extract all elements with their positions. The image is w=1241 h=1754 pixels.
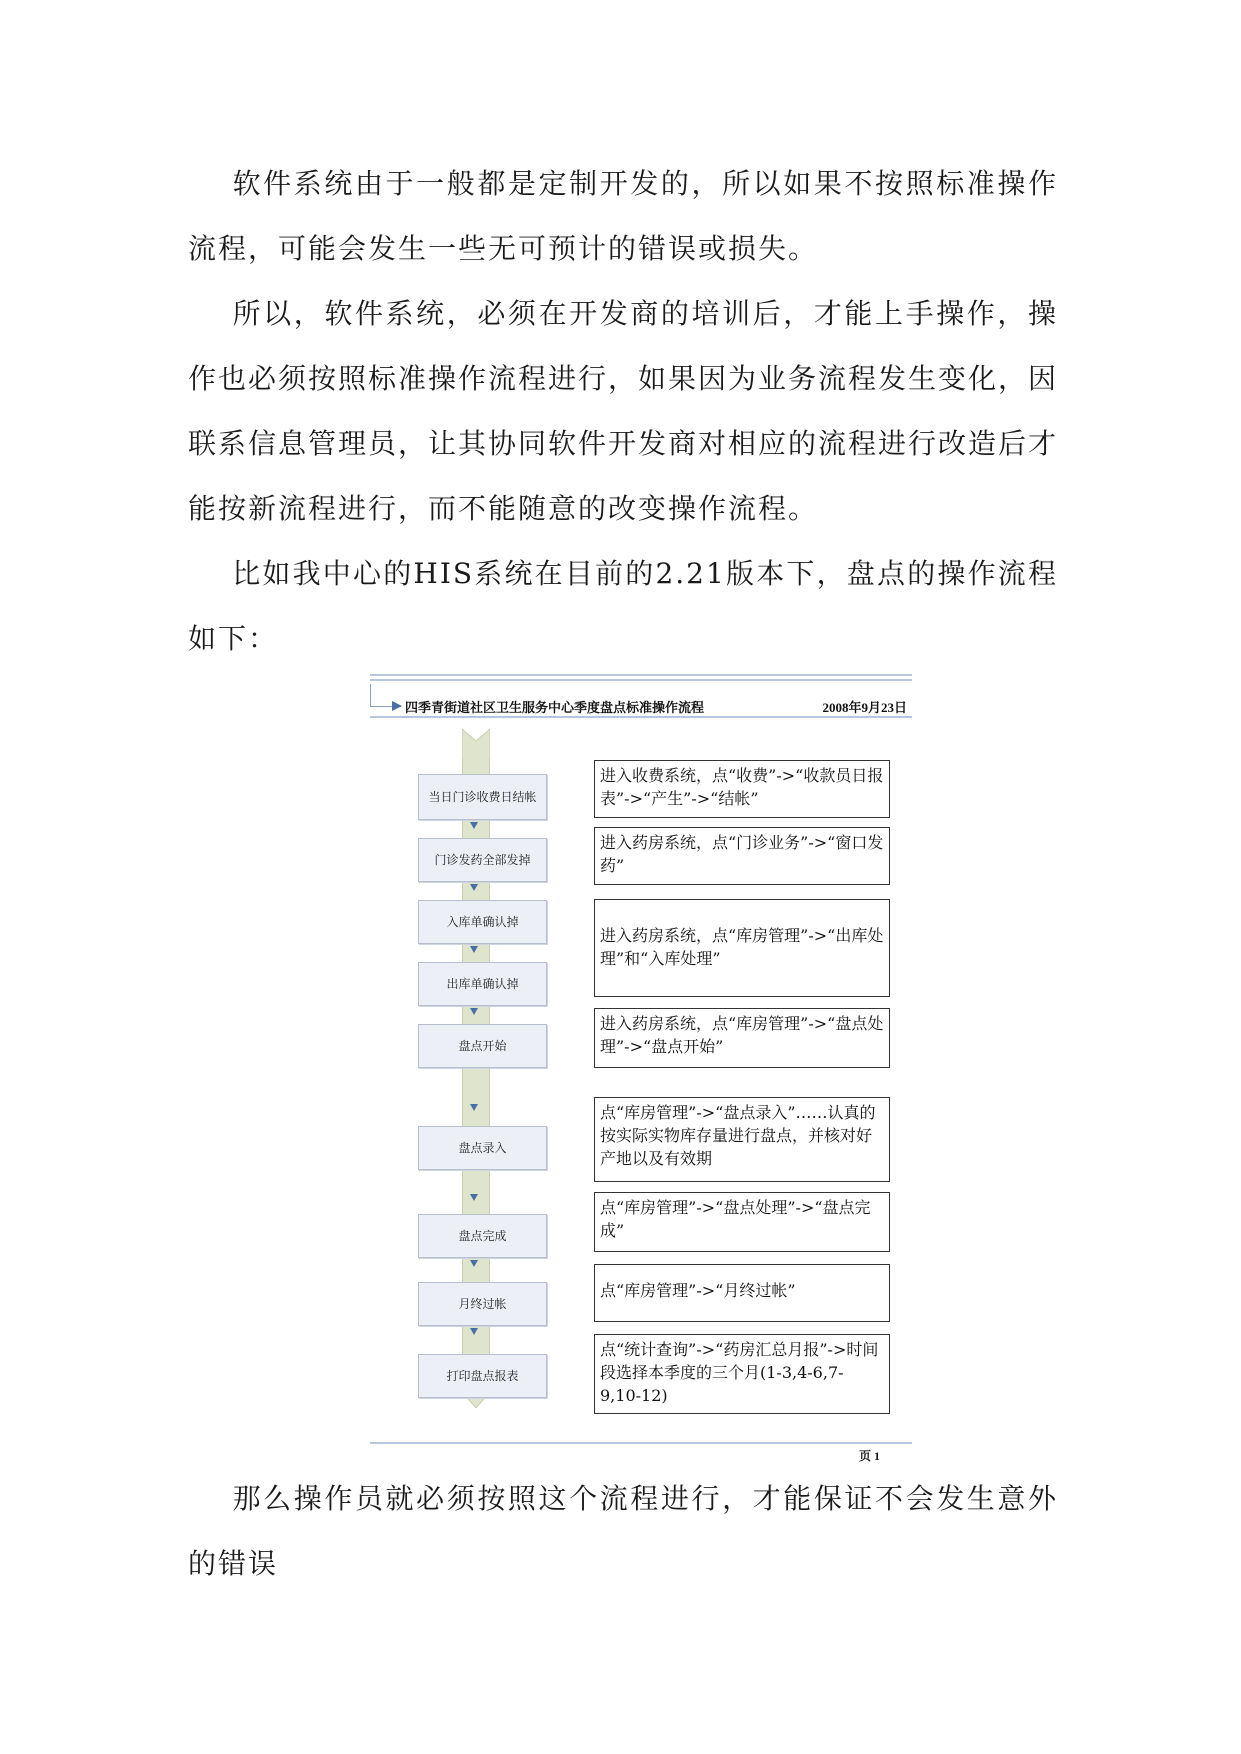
- figure-top-rule: [370, 674, 912, 676]
- figure-top-rule-2: [370, 679, 912, 681]
- arrow-down-icon: [470, 946, 478, 953]
- flow-step-9: 打印盘点报表: [418, 1354, 547, 1398]
- arrow-down-icon: [470, 1260, 478, 1267]
- arrow-down-icon: [470, 1104, 478, 1111]
- flow-description-8: 点“统计查询”->“药房汇总月报”->时间段选择本季度的三个月(1-3,4-6,7-9,10-12): [594, 1334, 890, 1414]
- figure-date: 2008年9月23日: [822, 700, 907, 715]
- flow-description-1: 进入收费系统，点“收费”->“收款员日报表”->“产生”->“结帐”: [594, 760, 890, 818]
- flow-step-6: 盘点录入: [418, 1126, 547, 1170]
- flowchart-figure: [370, 674, 912, 1464]
- flow-start-chevron-icon: [462, 729, 490, 759]
- arrow-down-icon: [470, 884, 478, 891]
- flow-step-1: 当日门诊收费日结帐: [418, 774, 547, 820]
- paragraph-conclusion: 那么操作员就必须按照这个流程进行，才能保证不会发生意外的错误: [188, 1482, 1058, 1580]
- figure-title-rule: [370, 716, 912, 718]
- flow-description-5: 点“库房管理”->“盘点录入”……认真的按实际实物库存量进行盘点，并核对好产地以及有效期: [594, 1097, 890, 1182]
- flow-step-3: 入库单确认掉: [418, 900, 547, 944]
- arrow-down-icon: [470, 1194, 478, 1201]
- flow-description-2: 进入药房系统，点“门诊业务”->“窗口发药”: [594, 827, 890, 885]
- flow-step-5: 盘点开始: [418, 1024, 547, 1068]
- figure-page-number: 页 1: [858, 1449, 880, 1463]
- arrow-down-icon: [470, 1008, 478, 1015]
- paragraph-training: 所以，软件系统，必须在开发商的培训后，才能上手操作，操作也必须按照标准操作流程进行，如果因为业务流程发生变化，因联系信息管理员，让其协同软件开发商对相应的流程进行改造后才能按新流程进行，而不能随意的改变操作流程。: [188, 297, 1059, 525]
- arrow-down-icon: [470, 1328, 478, 1335]
- flow-step-2: 门诊发药全部发掉: [418, 838, 547, 882]
- flow-description-7: 点“库房管理”->“月终过帐”: [594, 1264, 890, 1322]
- paragraph-intro: 软件系统由于一般都是定制开发的，所以如果不按照标准操作流程，可能会发生一些无可预计的错误或损失。: [188, 167, 1058, 265]
- flow-description-3: 进入药房系统，点“库房管理”->“出库处理”和“入库处理”: [594, 899, 890, 997]
- arrow-down-icon: [470, 822, 478, 829]
- flow-description-6: 点“库房管理”->“盘点处理”->“盘点完成”: [594, 1192, 890, 1252]
- figure-bottom-rule: [370, 1442, 912, 1444]
- figure-title: 四季青街道社区卫生服务中心季度盘点标准操作流程: [405, 700, 705, 715]
- flow-step-7: 盘点完成: [418, 1214, 547, 1258]
- title-arrow-icon: [392, 701, 402, 711]
- flow-step-4: 出库单确认掉: [418, 962, 547, 1006]
- paragraph-example: 比如我中心的HIS系统在目前的2.21版本下，盘点的操作流程如下：: [188, 557, 1058, 655]
- flow-description-4: 进入药房系统，点“库房管理”->“盘点处理”->“盘点开始”: [594, 1008, 890, 1068]
- flow-step-8: 月终过帐: [418, 1282, 547, 1326]
